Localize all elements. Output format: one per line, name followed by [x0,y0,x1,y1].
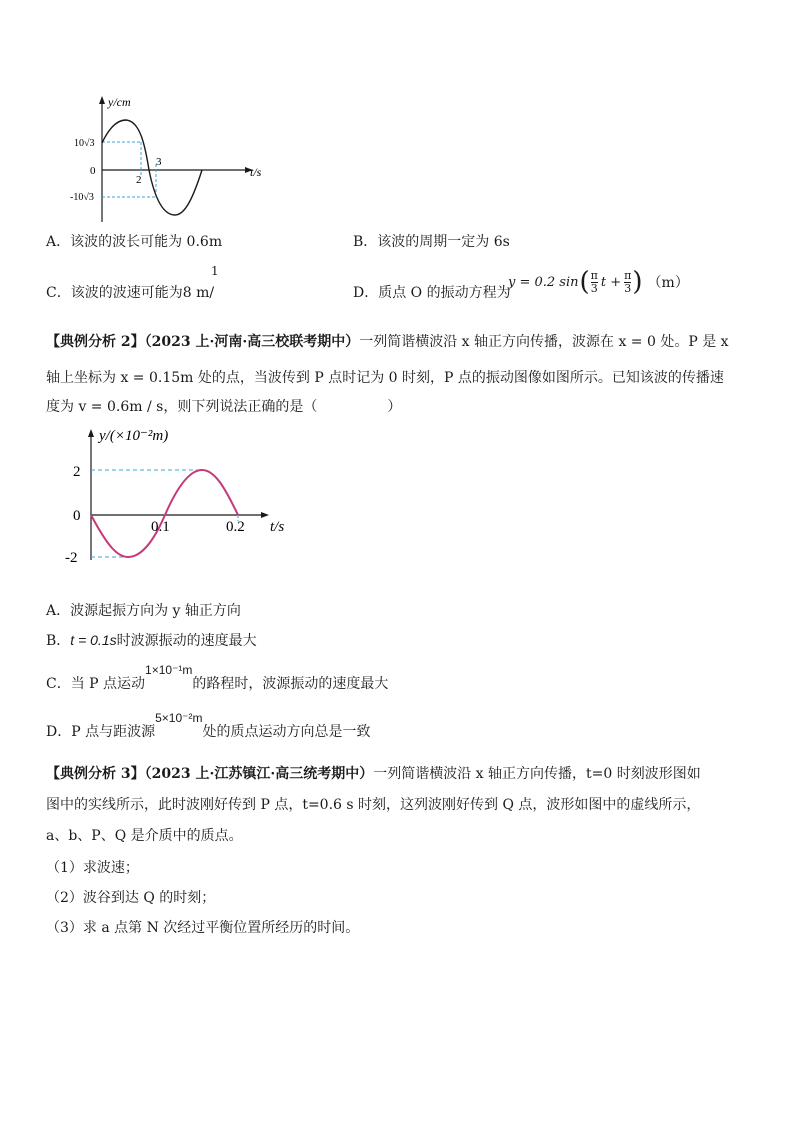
graph2-t-label: t/s [270,519,285,535]
q2-option-c-eq: 1×10⁻¹m [145,663,193,677]
q1-eq-frac1-num: π [590,268,598,282]
example3-title: 【典例分析 3】（2023 上·江苏镇江·高三统考期中） [46,766,374,782]
q1-eq-frac2-den: 3 [624,281,632,295]
example2-line1 [46,332,729,352]
q1-option-d [353,283,511,303]
graph1-svg [60,90,280,230]
graph1-y-label: y/cm [108,95,131,109]
graph2-curve [91,470,238,557]
q2-option-d [46,711,371,742]
example3-sub2: （2）波谷到达 Q 的时刻； [46,890,216,906]
q1-eq-frac2 [624,270,631,295]
graph2-tick-0: 0 [73,508,81,524]
graph2-t-arrow [261,512,269,518]
graph1-curve [102,120,202,215]
example3-sub3: （3）求 a 点第 N 次经过平衡位置所经历的时间。 [46,920,360,936]
q1-eq-t: t + [600,274,622,290]
q2-option-a: A．波源起振方向为 y 轴正方向 [46,603,241,619]
q1-option-c [46,283,214,303]
q1-option-c-frac-num: 1 [211,264,219,278]
q1-option-a: A．该波的波长可能为 0.6m [46,234,223,250]
q1-option-c-unit: 8 m/ [182,285,215,301]
q1-eq-frac1-den: 3 [590,281,598,295]
q2-option-c [46,663,389,694]
graph1-tick-3: 3 [156,156,162,168]
q2-option-b-prefix: B． [46,633,71,649]
graph2-y-arrow [88,429,94,437]
q1-option-c-prefix: C．该波的波速可能为 [46,285,183,301]
q2-option-b-eq: t = 0.1s [70,632,117,648]
q2-option-d-rest: 处的质点运动方向总是一致 [202,724,371,740]
q1-eq-paren-open: ( [579,267,590,297]
q2-option-d-prefix: D．P 点与距波源 [46,724,156,740]
graph1-t-label: t/s [250,165,262,179]
example2-title: 【典例分析 2】（2023 上·河南·高三校联考期中） [46,334,360,350]
graph1-tick-2: 2 [136,174,142,186]
q2-option-b [46,630,257,651]
graph2-y-label: y/(×10⁻²m) [99,428,169,444]
graph1-tick-origin: 0 [90,165,96,177]
graph2-svg [55,420,315,570]
q1-eq-frac2-num: π [624,268,632,282]
example2-line2: 轴上坐标为 x = 0.15m 处的点，当波传到 P 点时记为 0 时刻，P 点的振动图像如图所示。已知该波的传播速 [46,370,724,386]
graph1-y-arrow [99,96,105,104]
example2-line3: 度为 v = 0.6m / s，则下列说法正确的是（ ） [46,399,402,415]
q1-option-d-equation [508,262,689,302]
graph2-tick-01: 0.1 [151,519,170,535]
q1-eq-paren-close: ) [632,267,643,297]
example3-sub1: （1）求波速； [46,860,139,876]
example3-line1-rest: 一列简谐横波沿 x 轴正方向传播，t=0 时刻波形图如 [373,766,701,782]
q2-option-c-rest: 的路程时，波源振动的速度最大 [192,676,389,692]
q1-eq-lead: y = 0.2 sin [508,274,579,290]
q2-option-c-prefix: C．当 P 点运动 [46,676,146,692]
example2-line1-rest: 一列简谐横波沿 x 轴正方向传播，波源在 x = 0 处。P 是 x [359,334,729,350]
q1-option-b: B．该波的周期一定为 6s [353,234,510,250]
example3-line1 [46,764,701,784]
graph2-tick-neg2: -2 [65,550,78,566]
q2-option-d-eq: 5×10⁻²m [155,711,203,725]
example3-line2: 图中的实线所示，此时波刚好传到 P 点，t=0.6 s 时刻，这列波刚好传到 Q 点，波形如图中的虚线所示， [46,797,701,813]
graph2-tick-2: 2 [73,464,81,480]
example3-line3: a、b、P、Q 是介质中的质点。 [46,828,243,844]
q1-eq-frac1 [591,270,598,295]
q1-eq-unit: （m） [647,275,689,291]
q2-option-b-rest: 时波源振动的速度最大 [116,633,257,649]
q1-option-d-prefix: D．质点 O 的振动方程为 [353,285,511,301]
graph1-tick-top: 10√3 [74,138,95,149]
graph1-tick-bottom: -10√3 [70,192,94,203]
graph2-tick-02: 0.2 [226,519,245,535]
